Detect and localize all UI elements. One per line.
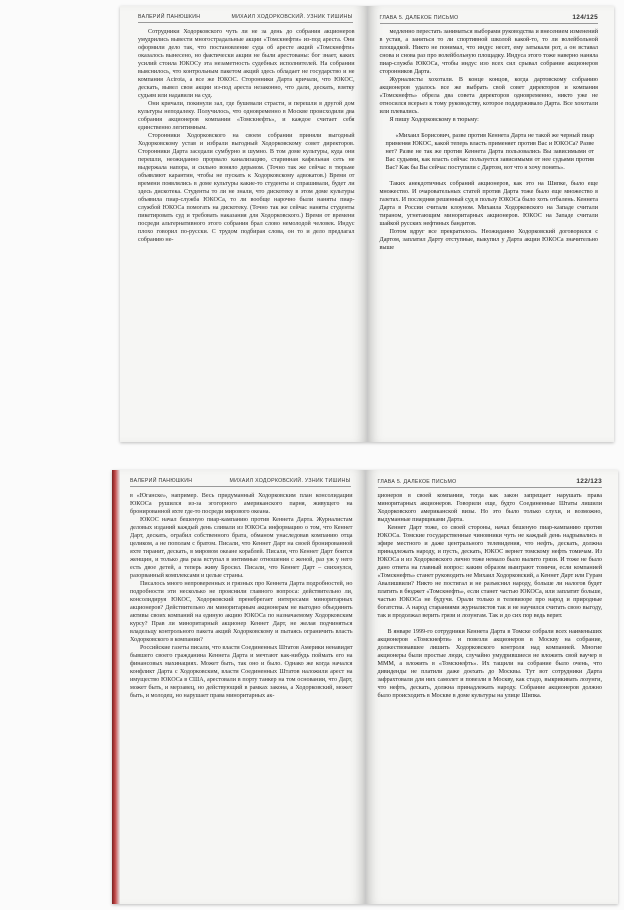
left-page [112,470,366,904]
paragraph: Кеннет Дарт тоже, со своей стороны, начал бешеную пиар-кампанию против ЮКОСа. Томские государственные чиновники чуть не каждый день надрывались в эфире местного и даже центрального телевидения, что нефть, дескать, должна принадлежать народу, и пусть, дескать, ЮКОС вернет томскому нефть томичам. Из ЮКОСа и из Ходорковского лично тоже немало было вылито грязи. И тоже не было дано ответа на главный вопрос: каким образом выиграют томичи, если компанией «Томскнефть» станет руководить не Михаил Ходорковский, а Кеннет Дарт или Гурам Авалишвили? Никто не постигал и не разъяснил народу, больше ли налогов будет платить в бюджет «Томскнефть», если станет частью ЮКОСа, или заплатит больше, частью ЮКОСа не будучи. Орали только в телевизоре про народ и природные богатства. А народ стараниями журналистов так и не научился считать свою выгоду, так и продолжал верить грязи и лозунгам. Так и до сих пор ведь верит. [377,525,602,619]
right-page [366,470,619,904]
page-body [378,492,603,896]
paragraph: Потом вдруг все прекратилось. Неожиданно Ходорковский договорился с Дартом, заплатил Дарту отступные, выкупил у Дарта акции ЮКОСа значительно выше [379,229,598,251]
paragraph: Они кричали, покинули зал, где бушевали страсти, и перешли в другой дом культуры неподалеку. Получилось, что одновременно в Москве происходили два собрания акционеров компании «Томскнефть», и каждое считает себя единственно легитимным. [138,101,355,131]
paragraph: Писалось много непроверенных и грязных про Кеннета Дарта подробностей, но подробности эти несколько не прояснили главного вопроса: действительно ли, консолидируя ЮКОС, Ходорковский пренебрегает интересами миноритарных акционеров? Действительно ли миноритарным акционерам не выгодно объединять активы своих компаний на единую акцию ЮКОСа по назначаемому Ходорковским курсу? Прав ли миноритарный акционер Кеннет Дарт, не желая подчиняться владельцу контрольного пакета акций Ходорковскому и пытаясь ограничить власть Ходорковского в компании? [130,581,353,643]
page-body [130,492,353,896]
header-book-title: МИХАИЛ ХОДОРКОВСКИЙ. УЗНИК ТИШИНЫ [229,478,351,484]
running-header [138,14,353,23]
page-body [138,28,355,434]
header-chapter-title: ГЛАВА 5. ДАЛЕКОЕ ПИСЬМО [379,14,459,21]
paragraph: В январе 1999-го сотрудники Кеннета Дарта в Томске собрали всех наименьших акционеров «Томскнефти» и повезли акционеров в Москву на собрание, должествовавшее лишить Ходорковского контроля над компанией. Многие акционеры были простые люди, случайно умудрившиеся не вложить свой ваучер в МММ, а вложить в «Томскнефть». Их тащили на собрание было очень, что дивиденды не платили даже доехать до Москвы. Тут вот сотрудники Дарта зафрахтовали для них самолет и повезли в Москву, как стадо, выкрикивать лозунги, что нефть, дескать, должна принадлежать народу. Собрание акционеров должно было происходить в Москве в доме культуры на улице Шипка. [377,629,602,699]
running-header [378,478,603,488]
book-spread-top [120,6,614,442]
quoted-letter: «Михаил Борисович, разве против Кеннета Дарта не такой же черный пиар применяя ЮКОС, какой теперь власть применяет против Вас и ЮКОСа? Разве нет? Разве не так же против Кеннета Дарта пользовались Вы зависимыми от Вас судьями, как власть сейчас пользуется зависимыми от нее судьями против Вас? Как бы Вы сейчас поступили с Дартом, вот что я хочу понять». [385,133,594,171]
header-chapter-title: ГЛАВА 5. ДАЛЕКОЕ ПИСЬМО [377,478,457,485]
page-body [380,28,599,434]
paragraph: медленно перестать заниматься выборами руководства и внесением изменений в устав, а заняться то ли спортивной школой какой-то, то ли волейбольной площадкой. Никто не понимал, что индус несет, ему затыкали рот, а он вставал снова и снова раз про волейбольную площадку. Индуса этого тоже наверно наняла пиар-служба ЮКОСа, чтобы индус изо всех сил срывал собрание акционеров сторонников Дарта. [379,29,598,75]
paragraph: ЮКОС начал бешеную пиар-кампанию против Кеннета Дарта. Журналистам деловых изданий каждый день сливали из ЮКОСа информацию о том, что Кеннет Дарт, дескать, ограбил собственного брата, обманом унаследовав компанию отца целиком, а не пополам с братом. Писали, что Кеннет Дарт на своей бронированной яхте тиранит, дескать, в мировом океане кораблей. Писали, что Кеннет Дарт боится женщин, и только два раза вступал в интимные отношения с женой, раз уж у него есть двое детей, а теперь живу Бросил. Писали, что Кеннет Дарт – свихнулся, разорванный комплексами и целые страны. [130,517,353,579]
page-numbers: 122/123 [576,478,602,485]
left-page [120,6,368,442]
cover-edge [112,470,120,904]
header-book-title: МИХАИЛ ХОДОРКОВСКИЙ. УЗНИК ТИШИНЫ [231,14,353,20]
paragraph: Сотрудники Ходорковского чуть ли не за день до собрания акционеров умудрились вывести многострадальные акции «Томскнефти» из-под ареста. Они оформили дело так, что постановление суда об аресте акций «Томскнефти» оказалось вынесено, но фактически акции не были арестованы: бог знает, каких усилий стоила ЮКОСу эта незаметность судебных исполнителей. На собрании выяснилось, что контрольным пакетом акций здесь обладает не государство и не компания Acirotа, а все же ЮКОС. Сторонники Дарта кричали, что ЮКОС, дескать, вывел свои акции из-под ареста незаконно, что дали, дескать, взятку судьям или надавили на суд. [138,29,355,99]
paragraph: Сторонники Ходорковского на своем собрании приняли выгодный Ходорковскому устав и избрали выгодный Ходорковскому совет директоров. Сторонники Дарта заседали сумбурно и шумно. В том доме культуры, куда они перешли, неожиданно прорвало канализацию, старинная кафельная сеть не выдержала напора, и сильно воняло дерьмом. (Точно так же сейчас в тюрьме объявляют карантин, чтобы не пускать к Ходорковскому адвокатов.) Время от времени появлялись в доме культуры какие-то студенты и спрашивали, будет ли здесь дискотека. Студенты то ли не знали, что дискотеку в этом доме культуры объявила пиар-служба ЮКОСа, то ли вообще нарочно были наняты пиар-службой ЮКОСа помогать на дискотеку. (Точно так же сейчас наняты студенты пикетировать суд и требовать наказания для Ходорковского.) Время от времени посреди альтернативного этого собрания брал слово немолодой человек. Индус плохо говорил по-русски. С трудом подбирая слова, он то и дело предлагал собранию не- [138,133,355,243]
running-header [130,478,351,487]
paragraph: в «Юганске», например. Весь придуманный Ходорковским план консолидации ЮКОСа рушился из-за эгогорного американского парня, живущего на бронированной яхте где-то посреди мирового океана. [130,493,353,515]
page-numbers: 124/125 [572,14,598,21]
paragraph: Таких анекдотичных собраний акционеров, как это на Шипке, было еще множество. И очаровательных статей против Дарта тоже было еще множество в газетах. И последняя решенный суд в пользу ЮКОСа было хоть отбалень. Кеннета Дарта в России считали клоуном. Михаила Ходорковского на Западе считали тираном, угнетающим миноритарных акционеров. ЮКОС на Западе считали шайкой русских нефтяных бандитов. [379,181,598,227]
paragraph: Я пишу Ходорковскому в тюрьму: [389,117,479,123]
paragraph: Журналисты хохотали. В конце концов, когда дартовскому собранию акционеров удалось все же выбрать свой совет директоров и компания «Томскнефть» обрела два совета директоров одновременно, никто уже не относился всерьез к тому руководству, которое поддерживало Дарта. Все хохотали или плевались. [379,77,598,115]
running-header [380,14,599,24]
book-spread-bottom [112,470,618,904]
right-page [368,6,615,442]
paragraph: ционеров в своей компании, тогда как закон запрещает нарушать права миноритарных акционеров. Говорили еще, будто Соединенные Штаты лишили Ходорковского американской визы. Но это было только слухи, и возможно, выдуманные пиарщиками Дарта. [377,493,602,523]
paragraph: Российские газеты писали, что власти Соединенных Штатов Америки ненавидят бывшего своего гражданина Кеннета Дарта и мечтают как-нибудь поймать его на финансовых махинациях. Может быть, так оно и было. Однако же когда начался конфликт Дарта с Ходорковским, власти Соединенных Штатов наложили арест на имущество ЮКОСа в США, арестовали в порту танкер на том основании, что Дарт, может быть, и мерзавец, но действующий в рамках закона, а Ходорковский, может быть, и молодец, но нарушает права миноритарных ак- [130,645,353,699]
header-author: ВАЛЕРИЙ ПАНЮШКИН [130,478,193,484]
header-author: ВАЛЕРИЙ ПАНЮШКИН [138,14,201,20]
